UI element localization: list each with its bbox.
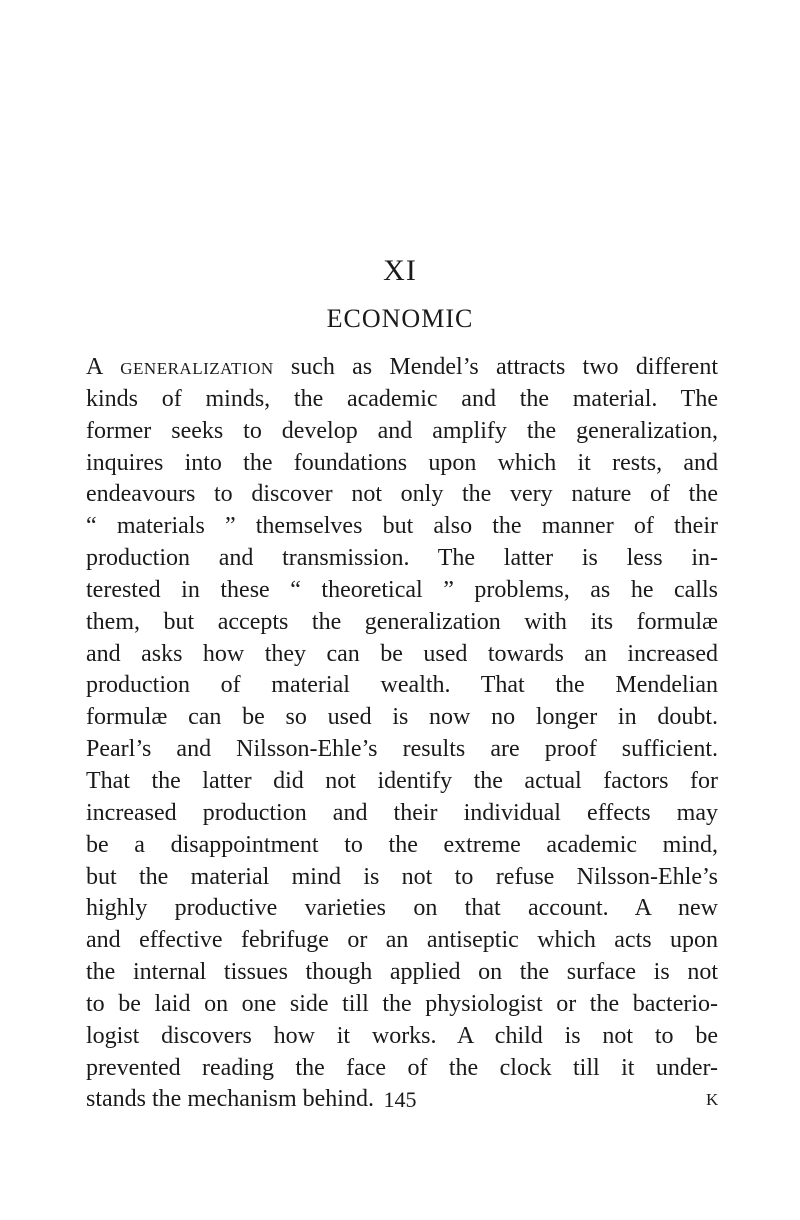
text-line: logist discovers how it works. A child is not to be [86,1022,718,1049]
text-line: and asks how they can be used towards an increased [86,640,718,667]
text-line: to be laid on one side till the physiologist or the bacterio- [86,990,718,1017]
text-line: Pearl’s and Nilsson-Ehle’s results are proof sufficient. [86,736,718,763]
text-line: increased production and their individual effects may [86,799,718,826]
text-line: endeavours to discover not only the very nature of the [86,481,718,508]
text-line: and effective febrifuge or an antiseptic which acts upon [86,927,718,954]
chapter-number: XI [383,254,417,287]
text-line: them, but accepts the generalization with its formulæ [86,608,718,635]
lead-word: A generalization [86,354,274,380]
text-line: production and transmission. The latter is less in- [86,545,718,572]
text-line: inquires into the foundations upon which it rests, and [86,449,718,476]
text-line: “ materials ” themselves but also the manner of their [86,513,718,540]
text-line: highly productive varieties on that account. A new [86,895,718,922]
page-number: 145 [383,1087,417,1112]
text-line: be a disappointment to the extreme academic mind, [86,831,718,858]
text-line: production of material wealth. That the Mendelian [86,672,718,699]
text-line [86,352,718,384]
text-line: but the material mind is not to refuse Nilsson-Ehle’s [86,863,718,890]
text-line-content: such as Mendel’s attracts two different [273,354,719,380]
text-line: terested in these “ theoretical ” problems, as he calls [86,576,718,603]
text-line: prevented reading the face of the clock till it under- [86,1054,718,1081]
text-line: the internal tissues though applied on the surface is not [86,959,718,986]
body-paragraph [86,352,718,1116]
text-line: stands the mechanism behind. [86,1086,374,1113]
signature-mark: K [706,1090,719,1109]
text-line: formulæ can be so used is now no longer in doubt. [86,704,718,731]
chapter-title: ECONOMIC [326,304,474,333]
text-line: That the latter did not identify the actual factors for [86,767,718,794]
text-line: kinds of minds, the academic and the material. The [86,385,718,412]
text-line: former seeks to develop and amplify the generalization, [86,417,718,444]
